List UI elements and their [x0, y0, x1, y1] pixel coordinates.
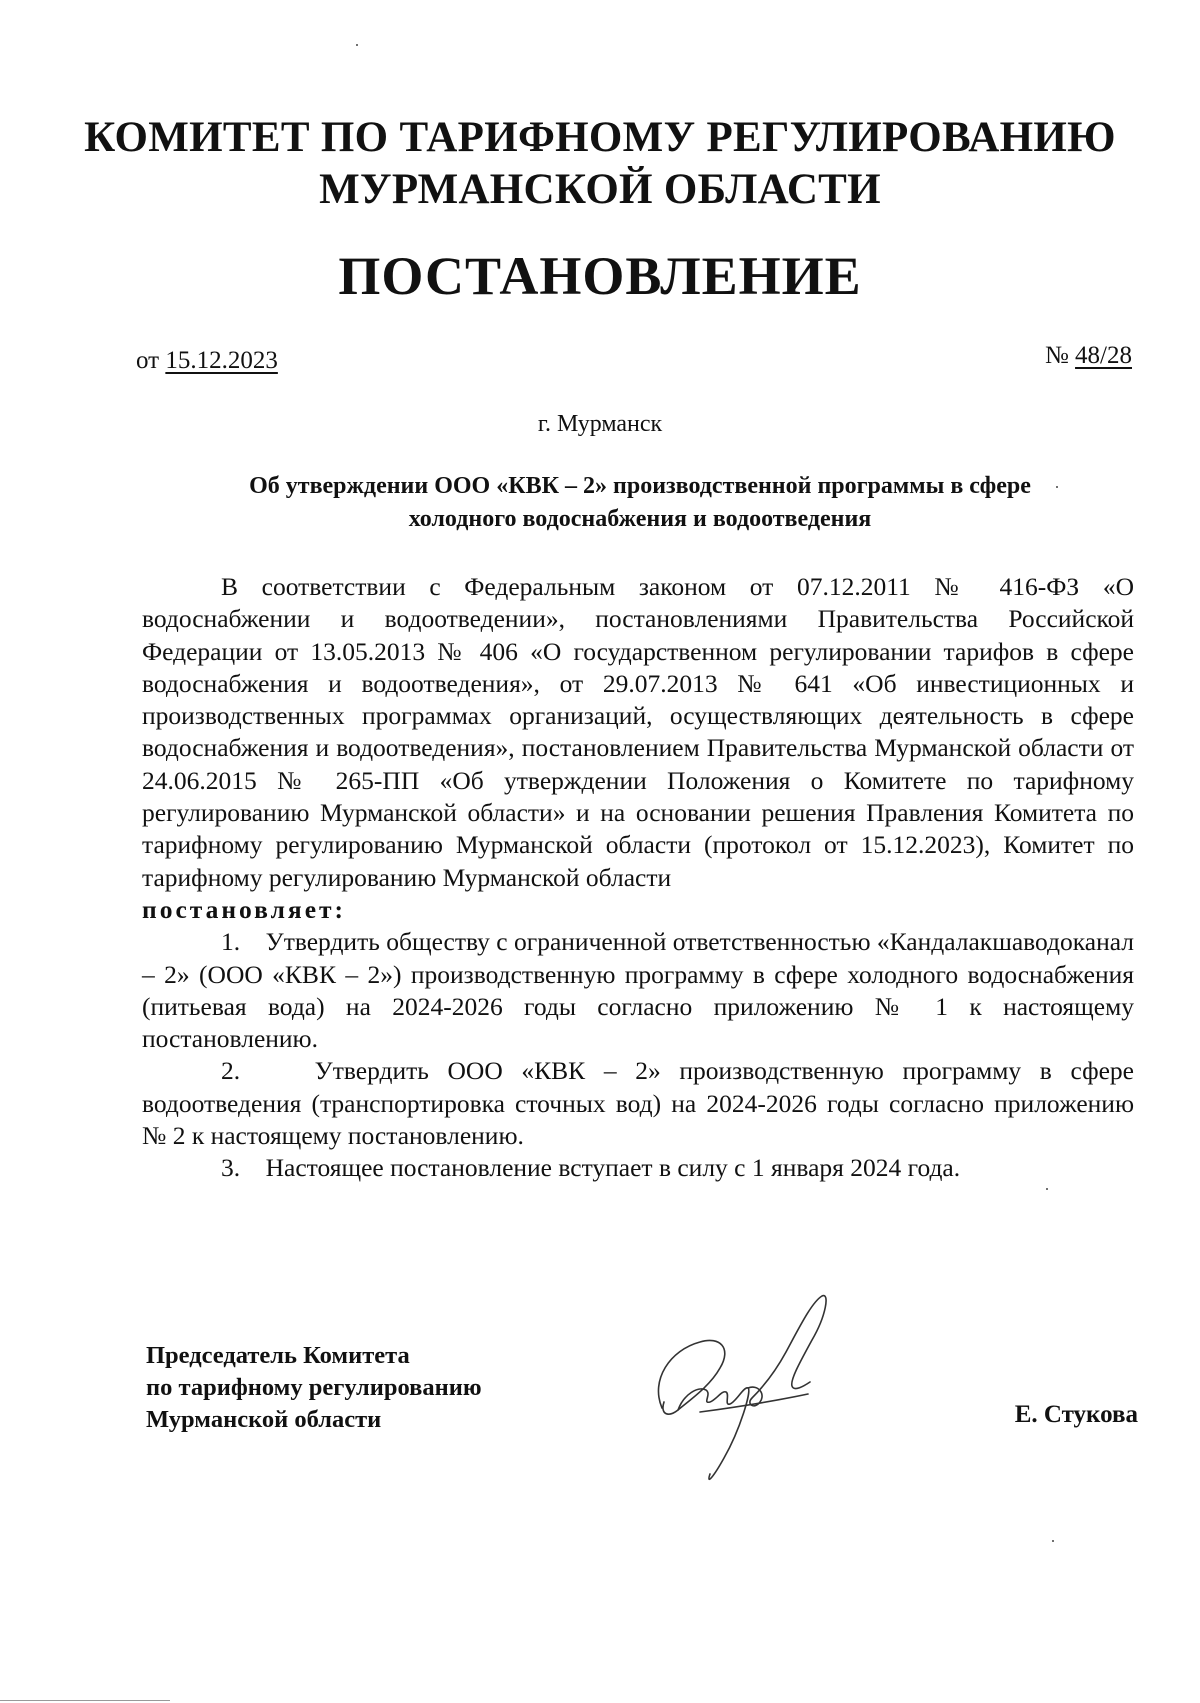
scan-speck — [1056, 486, 1058, 488]
decree-word: постановляет: — [142, 894, 347, 924]
document-date: 15.12.2023 — [165, 347, 278, 374]
scan-speck — [1046, 1188, 1048, 1190]
subject-line-2: холодного водоснабжения и водоотведения — [408, 506, 872, 532]
preamble-paragraph: В соответствии с Федеральным законом от 07.12.2011 № 416-ФЗ «О водоснабжении и водоотведении», постановлениями Правительства Российской Федерации от 13.05.2013 № 406 «О государственном регулировании тарифов в сфере водоснабжения и водоотведения», от 29.07.2013 № 641 «Об инвестиционных и производственных программах организаций, осуществляющих деятельность в сфере водоснабжения и водоотведения», постановлением Правительства Мурманской области от 24.06.2015 № 265-ПП «Об утверждении Положения о Комитете по тарифному регулированию Мурманской области» и на основании решения Правления Комитета по тарифному регулированию Мурманской области (протокол от 15.12.2023), Комитет по тарифному регулированию Мурманской области — [142, 572, 1134, 892]
document-city: г. Мурманск — [537, 411, 663, 437]
document-date-line — [136, 345, 278, 377]
item-text: Утвердить обществу с ограниченной ответственностью «Кандалакшаводоканал – 2» (ООО «КВК – 2») производственную программу в сфере холодного водоснабжения (питьевая вода) на 2024-2026 годы согласно приложению № 1 к настоящему постановлению. — [142, 927, 1134, 1054]
document-number: 48/28 — [1075, 342, 1132, 369]
list-item — [142, 1152, 1134, 1184]
item-number: 2. — [221, 1056, 241, 1086]
signatory-title — [146, 1340, 482, 1436]
organization-title — [0, 112, 1200, 216]
subject-line-1: Об утверждении ООО «КВК – 2» производственной программы в сфере — [249, 473, 1031, 499]
item-text: Настоящее постановление вступает в силу с 1 января 2024 года. — [265, 1153, 961, 1183]
signatory-title-line-1: Председатель Комитета — [146, 1342, 410, 1369]
organization-title-line-2: МУРМАНСКОЙ ОБЛАСТИ — [319, 166, 881, 213]
scan-speck — [1052, 1540, 1054, 1542]
document-type-title: ПОСТАНОВЛЕНИЕ — [338, 246, 862, 306]
document-number-line — [1045, 340, 1132, 372]
list-item — [142, 1055, 1134, 1152]
date-prefix: от — [136, 347, 160, 374]
signatory-title-line-3: Мурманской области — [146, 1406, 382, 1433]
number-prefix: № — [1044, 342, 1069, 369]
item-number: 3. — [221, 1153, 241, 1183]
scan-edge-line — [0, 1700, 170, 1701]
scan-speck — [356, 44, 358, 46]
signatory-name: Е. Стукова — [1014, 1401, 1138, 1428]
item-text: Утвердить ООО «КВК – 2» производственную программу в сфере водоотведения (транспортировка сточных вод) на 2024-2026 годы согласно приложению № 2 к настоящему постановлению. — [142, 1056, 1135, 1151]
document-body — [142, 571, 1134, 1185]
item-number: 1. — [221, 927, 241, 957]
handwritten-signature — [640, 1290, 860, 1490]
list-item — [142, 926, 1134, 1055]
signatory-title-line-2: по тарифному регулированию — [146, 1374, 482, 1401]
organization-title-line-1: КОМИТЕТ ПО ТАРИФНОМУ РЕГУЛИРОВАНИЮ — [84, 114, 1116, 161]
document-subject — [150, 470, 1130, 536]
